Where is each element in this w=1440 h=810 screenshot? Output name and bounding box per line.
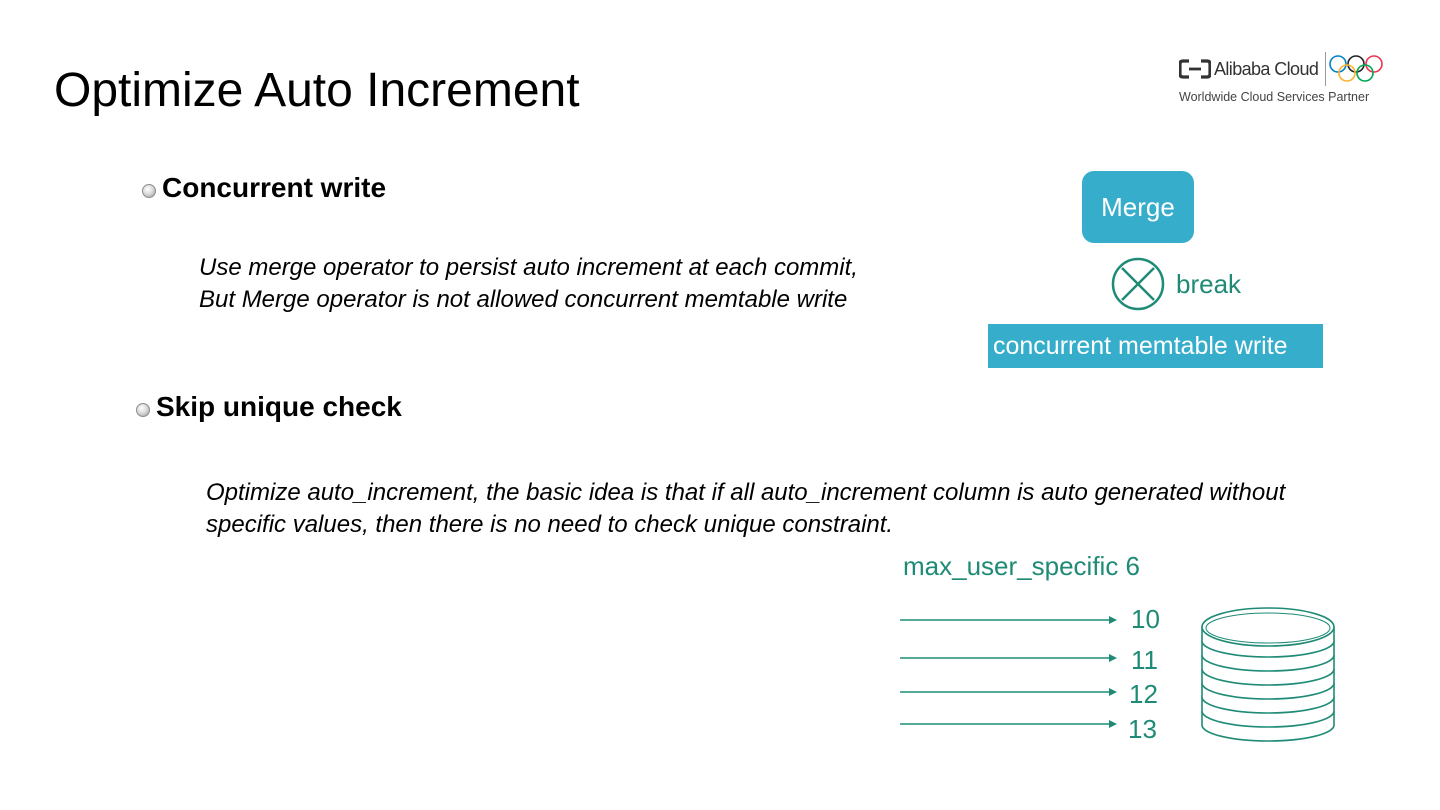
paragraph-line: Optimize auto_increment, the basic idea is that if all auto_increment column is auto generated without bbox=[206, 479, 1286, 506]
paragraph-line: Use merge operator to persist auto increment at each commit, bbox=[199, 254, 858, 281]
paragraph-line: But Merge operator is not allowed concurrent memtable write bbox=[199, 286, 848, 313]
section-concurrent-write bbox=[142, 171, 386, 205]
logo-brand-text: Alibaba Cloud bbox=[1214, 59, 1319, 79]
max-user-specific-label: max_user_specific 6 bbox=[903, 551, 1140, 581]
merge-box: Merge bbox=[1082, 171, 1194, 243]
bullet-icon bbox=[136, 403, 150, 417]
database-icon bbox=[1198, 603, 1338, 745]
arrow-head-icon bbox=[1109, 688, 1117, 696]
arrow-head-icon bbox=[1109, 616, 1117, 624]
slide-title: Optimize Auto Increment bbox=[54, 64, 580, 117]
alibaba-cloud-logo-icon bbox=[1179, 59, 1211, 79]
id-value: 13 bbox=[1128, 714, 1157, 744]
section-paragraph bbox=[199, 252, 858, 316]
id-value: 12 bbox=[1129, 679, 1158, 709]
logo-divider bbox=[1325, 52, 1326, 86]
section-paragraph bbox=[206, 477, 1285, 541]
section-skip-unique-check bbox=[136, 390, 402, 424]
bullet-icon bbox=[142, 184, 156, 198]
arrow-group bbox=[895, 605, 1125, 735]
section-heading: Skip unique check bbox=[156, 391, 402, 422]
x-circle-icon bbox=[1111, 257, 1165, 311]
olympic-rings-icon bbox=[1328, 54, 1384, 84]
arrow-head-icon bbox=[1109, 654, 1117, 662]
alibaba-cloud-logo bbox=[1176, 52, 1388, 108]
arrow-head-icon bbox=[1109, 720, 1117, 728]
id-value: 11 bbox=[1131, 645, 1158, 675]
paragraph-line: specific values, then there is no need to check unique constraint. bbox=[206, 511, 894, 538]
id-value: 10 bbox=[1131, 604, 1160, 634]
section-heading: Concurrent write bbox=[162, 172, 387, 203]
logo-tagline: Worldwide Cloud Services Partner bbox=[1179, 90, 1370, 104]
concurrent-memtable-write-box: concurrent memtable write bbox=[988, 324, 1323, 368]
break-label: break bbox=[1176, 269, 1242, 299]
